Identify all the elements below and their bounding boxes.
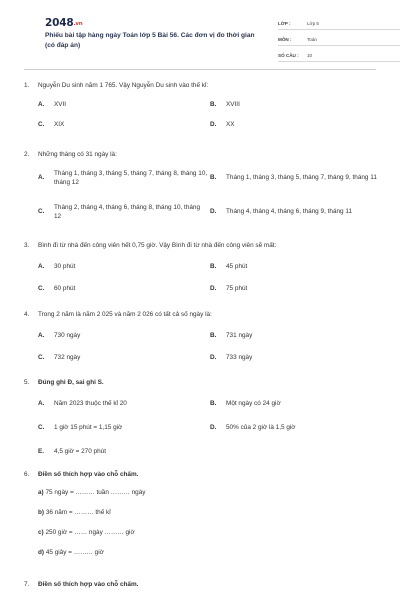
question-text: Đúng ghi Đ, sai ghi S. — [38, 379, 104, 386]
header — [24, 0, 376, 70]
question-text: Bình đi từ nhà đến công viên hết 0,75 giờ. Vậy Bình đi từ nhà đến công viên sẽ mất: — [38, 242, 277, 249]
item-label: c) — [38, 529, 44, 536]
meta-subject-key: MÔN : — [278, 37, 292, 42]
option-text: Tháng 4, tháng 4, tháng 6, tháng 9, tháng 11 — [226, 208, 353, 216]
option-label: B. — [210, 174, 217, 182]
meta-info — [278, 14, 400, 62]
option-b[interactable] — [210, 100, 380, 110]
question-text: Điền số thích hợp vào chỗ chấm. — [38, 581, 139, 588]
question-number: 5. — [24, 379, 30, 386]
option-label: D. — [210, 208, 217, 216]
option-b[interactable] — [210, 331, 380, 341]
question-text: Những tháng có 31 ngày là: — [38, 151, 117, 158]
site-logo[interactable] — [45, 17, 82, 29]
option-d[interactable] — [210, 353, 380, 363]
item-text: 75 ngày = ……… tuần ……… ngày — [45, 489, 146, 496]
option-label: C. — [38, 285, 45, 292]
meta-subject-value: Toán — [307, 37, 317, 42]
option-label: C. — [38, 121, 45, 128]
option-d[interactable] — [210, 120, 380, 130]
option-label: A. — [38, 101, 45, 108]
item-label: d) — [38, 549, 45, 556]
option-text: 30 phút — [54, 263, 76, 270]
meta-count-key: SỐ CÂU : — [278, 53, 299, 58]
option-text: XVII — [54, 101, 67, 108]
option-c[interactable] — [38, 423, 208, 433]
question-text: Điền số thích hợp vào chỗ chấm. — [38, 471, 139, 478]
item-label: a) — [38, 489, 44, 496]
fill-item-c[interactable] — [38, 529, 135, 536]
option-b[interactable] — [210, 399, 380, 409]
option-text: XX — [226, 121, 235, 128]
option-text: 733 ngày — [226, 354, 253, 361]
option-text: 1 giờ 15 phút = 1,15 giờ — [54, 424, 123, 431]
option-c[interactable] — [38, 284, 208, 294]
question-number: 2. — [24, 151, 30, 158]
question-3 — [24, 241, 376, 292]
question-1 — [24, 81, 376, 126]
meta-class-value: Lớp 5 — [307, 21, 319, 26]
option-c[interactable] — [38, 120, 208, 130]
option-text: 50% của 2 giờ là 1,5 giờ — [226, 424, 296, 431]
option-a[interactable] — [38, 100, 208, 110]
option-text: 60 phút — [54, 285, 76, 292]
option-label: D. — [210, 424, 217, 431]
option-label: A. — [38, 332, 45, 339]
option-b[interactable] — [210, 167, 380, 189]
option-label: D. — [210, 285, 217, 292]
question-number: 4. — [24, 311, 30, 318]
option-text: Tháng 1, tháng 3, tháng 5, tháng 7, tháng 9, tháng 11 — [226, 174, 377, 182]
question-number: 6. — [24, 471, 30, 478]
option-text: 731 ngày — [226, 332, 253, 339]
logo-main: 2048 — [45, 17, 74, 29]
logo-suffix: .vn — [73, 21, 83, 27]
item-text: 250 giờ = …… ngày ……… giờ — [45, 529, 135, 536]
option-b[interactable] — [210, 262, 380, 272]
meta-class — [278, 14, 400, 30]
option-label: B. — [210, 332, 217, 339]
option-text: 75 phút — [226, 285, 248, 292]
item-label: b) — [38, 509, 45, 516]
option-label: A. — [38, 263, 45, 270]
option-label: B. — [210, 263, 217, 270]
option-label: D. — [210, 121, 217, 128]
fill-item-d[interactable] — [38, 549, 104, 556]
option-text: Tháng 1, tháng 3, tháng 5, tháng 7, tháng 8, tháng 10, tháng 12 — [54, 169, 208, 186]
option-label: C. — [38, 354, 45, 361]
question-7 — [24, 580, 376, 589]
option-a[interactable] — [38, 167, 208, 189]
option-label: D. — [210, 354, 217, 361]
question-text: Trong 2 năm là năm 2 025 và năm 2 026 có tất cả số ngày là: — [38, 311, 212, 318]
question-5 — [24, 378, 376, 455]
option-label: A. — [38, 400, 45, 407]
option-label: E. — [38, 448, 45, 455]
option-a[interactable] — [38, 331, 208, 341]
option-text: Tháng 2, tháng 4, tháng 6, tháng 8, tháng 10, tháng 12 — [54, 203, 201, 220]
option-text: XIX — [54, 121, 65, 128]
question-text: Nguyễn Du sinh năm 1 765. Vậy Nguyễn Du sinh vào thế kỉ: — [38, 82, 209, 89]
question-number: 1. — [24, 82, 30, 89]
meta-count — [278, 46, 400, 62]
option-text: 732 ngày — [54, 354, 81, 361]
fill-item-a[interactable] — [38, 489, 145, 496]
question-number: 3. — [24, 242, 30, 249]
option-text: XVIII — [226, 101, 240, 108]
meta-class-key: LỚP : — [278, 21, 291, 26]
meta-subject — [278, 30, 400, 46]
option-d[interactable] — [210, 201, 380, 223]
option-d[interactable] — [210, 284, 380, 294]
question-2 — [24, 150, 377, 220]
header-divider — [24, 69, 376, 70]
option-e[interactable] — [38, 447, 208, 457]
option-label: C. — [38, 208, 45, 216]
option-c[interactable] — [38, 353, 208, 363]
question-6 — [24, 470, 376, 556]
option-text: Năm 2023 thuộc thế kỉ 20 — [54, 400, 127, 407]
option-text: 730 ngày — [54, 332, 81, 339]
question-4 — [24, 310, 376, 361]
option-c[interactable] — [38, 201, 208, 223]
option-text: 4,5 giờ = 270 phút — [54, 448, 106, 455]
option-d[interactable] — [210, 423, 380, 433]
item-text: 45 giây = ……… giờ — [45, 549, 104, 556]
option-label: C. — [38, 424, 45, 431]
question-number: 7. — [24, 581, 30, 588]
option-a[interactable] — [38, 262, 208, 272]
fill-item-b[interactable] — [38, 509, 111, 516]
option-text: 45 phút — [226, 263, 248, 270]
option-label: B. — [210, 101, 217, 108]
meta-count-value: 10 — [307, 53, 313, 58]
option-label: A. — [38, 174, 45, 182]
option-text: Một ngày có 24 giờ — [226, 400, 281, 407]
worksheet-title: Phiếu bài tập hàng ngày Toán lớp 5 Bài 56. Các đơn vị đo thời gian (có đáp án) — [45, 32, 255, 49]
item-text: 36 năm = ……… thế kỉ — [45, 509, 111, 516]
option-label: B. — [210, 400, 217, 407]
option-a[interactable] — [38, 399, 208, 409]
